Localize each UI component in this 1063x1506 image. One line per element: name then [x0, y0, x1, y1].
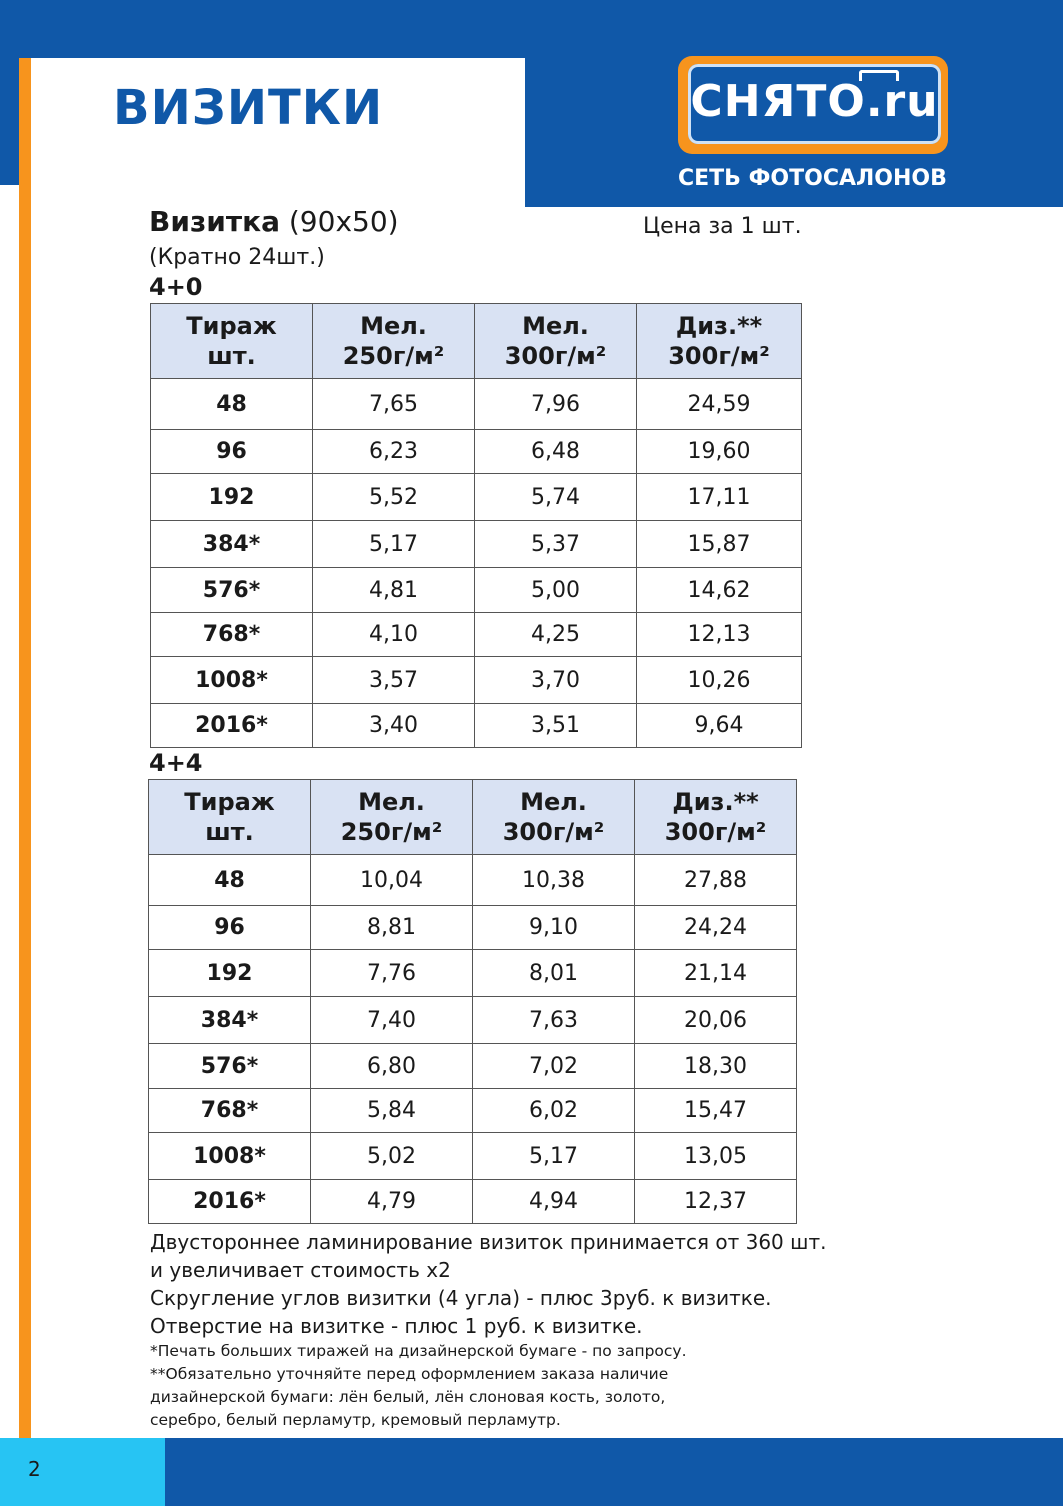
product-note: (Кратно 24шт.): [149, 245, 325, 270]
cell-coated-250: 5,17: [313, 521, 475, 568]
cell-quantity: 1008*: [149, 1133, 311, 1180]
cell-design-300: 13,05: [635, 1133, 797, 1180]
cell-quantity: 1008*: [151, 657, 313, 704]
table-row: [151, 613, 802, 657]
header-design-300: [635, 780, 797, 855]
header-qty: [149, 780, 311, 855]
cell-quantity: 96: [151, 430, 313, 474]
product-title: [149, 205, 399, 238]
cell-coated-300: 5,74: [475, 474, 637, 521]
cell-quantity: 2016*: [151, 704, 313, 748]
header-qty-line2: шт.: [207, 342, 256, 370]
note-lamination-2: и увеличивает стоимость х2: [150, 1258, 451, 1282]
table-header-row: [151, 304, 802, 379]
cell-coated-300: 4,94: [473, 1180, 635, 1224]
table-row: [151, 657, 802, 704]
footnote-design-paper-1: **Обязательно уточняйте перед оформлением заказа наличие: [150, 1365, 669, 1383]
footnote-large-runs: *Печать больших тиражей на дизайнерской бумаге - по запросу.: [150, 1342, 687, 1360]
price-table-4-0: [150, 303, 802, 748]
header-coated-250: [311, 780, 473, 855]
cell-coated-300: 4,25: [475, 613, 637, 657]
cell-coated-250: 4,79: [311, 1180, 473, 1224]
table-row: [151, 430, 802, 474]
cell-design-300: 15,47: [635, 1089, 797, 1133]
section-label-4-0: 4+0: [149, 273, 203, 301]
section-label-4-4: 4+4: [149, 749, 203, 777]
logo-subtitle: СЕТЬ ФОТОСАЛОНОВ: [678, 166, 947, 191]
cell-coated-250: 5,52: [313, 474, 475, 521]
cell-coated-250: 3,57: [313, 657, 475, 704]
header-c1-line2: 250г/м²: [340, 818, 443, 846]
header-c3-line2: 300г/м²: [664, 818, 767, 846]
price-unit-label: Цена за 1 шт.: [643, 214, 802, 239]
header-c2-line2: 300г/м²: [504, 342, 607, 370]
cell-coated-300: 6,02: [473, 1089, 635, 1133]
cell-coated-250: 4,10: [313, 613, 475, 657]
table-row: [149, 997, 797, 1044]
cell-coated-300: 10,38: [473, 855, 635, 906]
cell-quantity: 48: [151, 379, 313, 430]
cell-quantity: 48: [149, 855, 311, 906]
cell-quantity: 768*: [151, 613, 313, 657]
cell-quantity: 384*: [151, 521, 313, 568]
table-row: [149, 1089, 797, 1133]
note-lamination-1: Двустороннее ламинирование визиток принимается от 360 шт.: [150, 1230, 827, 1254]
cell-coated-300: 5,37: [475, 521, 637, 568]
table-row: [151, 704, 802, 748]
cell-coated-300: 5,17: [473, 1133, 635, 1180]
table-row: [149, 1133, 797, 1180]
table-row: [149, 1180, 797, 1224]
header-design-300: [637, 304, 802, 379]
header-c1-line1: Мел.: [358, 788, 425, 816]
cell-design-300: 18,30: [635, 1044, 797, 1089]
cell-design-300: 10,26: [637, 657, 802, 704]
header-c1-line2: 250г/м²: [342, 342, 445, 370]
note-hole: Отверстие на визитке - плюс 1 руб. к визитке.: [150, 1314, 643, 1338]
header-c2-line2: 300г/м²: [502, 818, 605, 846]
cell-coated-300: 7,96: [475, 379, 637, 430]
product-name: Визитка: [149, 205, 280, 238]
cell-coated-250: 6,23: [313, 430, 475, 474]
brand-logo: [678, 56, 948, 154]
table-header-row: [149, 780, 797, 855]
cell-design-300: 20,06: [635, 997, 797, 1044]
logo-text: СНЯТО.ru: [690, 76, 939, 127]
page-title: ВИЗИТКИ: [113, 80, 384, 136]
cell-coated-300: 7,63: [473, 997, 635, 1044]
cell-coated-250: 5,02: [311, 1133, 473, 1180]
header-c3-line1: Диз.**: [672, 788, 759, 816]
header-coated-300: [473, 780, 635, 855]
cell-quantity: 576*: [151, 568, 313, 613]
cell-design-300: 17,11: [637, 474, 802, 521]
note-corners: Скругление углов визитки (4 угла) - плюс 3руб. к визитке.: [150, 1286, 772, 1310]
cell-coated-300: 5,00: [475, 568, 637, 613]
cell-design-300: 14,62: [637, 568, 802, 613]
cell-quantity: 192: [151, 474, 313, 521]
page-number: 2: [28, 1457, 41, 1481]
cell-quantity: 192: [149, 950, 311, 997]
cell-coated-250: 5,84: [311, 1089, 473, 1133]
header-qty: [151, 304, 313, 379]
table-row: [151, 521, 802, 568]
cell-coated-300: 8,01: [473, 950, 635, 997]
table-row: [149, 906, 797, 950]
title-panel-edge: [0, 185, 19, 207]
table-row: [151, 568, 802, 613]
header-c3-line2: 300г/м²: [668, 342, 770, 370]
cell-quantity: 2016*: [149, 1180, 311, 1224]
cell-design-300: 21,14: [635, 950, 797, 997]
cell-quantity: 768*: [149, 1089, 311, 1133]
header-c2-line1: Мел.: [522, 312, 589, 340]
cell-coated-250: 8,81: [311, 906, 473, 950]
notes-section: [150, 1228, 870, 1432]
cell-design-300: 15,87: [637, 521, 802, 568]
cell-design-300: 12,37: [635, 1180, 797, 1224]
header-coated-300: [475, 304, 637, 379]
cell-quantity: 384*: [149, 997, 311, 1044]
cell-design-300: 24,59: [637, 379, 802, 430]
accent-bar: [19, 58, 31, 1438]
table-row: [151, 474, 802, 521]
cell-design-300: 9,64: [637, 704, 802, 748]
cell-coated-250: 4,81: [313, 568, 475, 613]
cell-design-300: 27,88: [635, 855, 797, 906]
footnote-design-paper-2: дизайнерской бумаги: лён белый, лён слоновая кость, золото,: [150, 1388, 666, 1406]
table-row: [151, 379, 802, 430]
header-c1-line1: Мел.: [360, 312, 427, 340]
cell-coated-250: 7,76: [311, 950, 473, 997]
table-row: [149, 855, 797, 906]
cell-design-300: 19,60: [637, 430, 802, 474]
header-coated-250: [313, 304, 475, 379]
header-qty-line1: Тираж: [184, 788, 275, 816]
cell-coated-250: 7,65: [313, 379, 475, 430]
page-number-box: [0, 1438, 165, 1506]
cell-coated-250: 10,04: [311, 855, 473, 906]
cell-quantity: 576*: [149, 1044, 311, 1089]
header-qty-line1: Тираж: [186, 312, 277, 340]
product-size: (90х50): [279, 205, 399, 238]
header-qty-line2: шт.: [205, 818, 254, 846]
logo-plate: [688, 64, 941, 144]
footnote-design-paper-3: серебро, белый перламутр, кремовый перламутр.: [150, 1411, 561, 1429]
cell-coated-300: 9,10: [473, 906, 635, 950]
cell-coated-250: 7,40: [311, 997, 473, 1044]
cell-coated-300: 3,70: [475, 657, 637, 704]
header-c2-line1: Мел.: [520, 788, 587, 816]
cell-coated-300: 6,48: [475, 430, 637, 474]
cell-coated-300: 7,02: [473, 1044, 635, 1089]
cell-design-300: 12,13: [637, 613, 802, 657]
cell-coated-250: 6,80: [311, 1044, 473, 1089]
header-c3-line1: Диз.**: [675, 312, 763, 340]
cell-coated-300: 3,51: [475, 704, 637, 748]
table-row: [149, 1044, 797, 1089]
cell-quantity: 96: [149, 906, 311, 950]
table-row: [149, 950, 797, 997]
price-table-4-4: [148, 779, 797, 1224]
cell-design-300: 24,24: [635, 906, 797, 950]
cell-coated-250: 3,40: [313, 704, 475, 748]
